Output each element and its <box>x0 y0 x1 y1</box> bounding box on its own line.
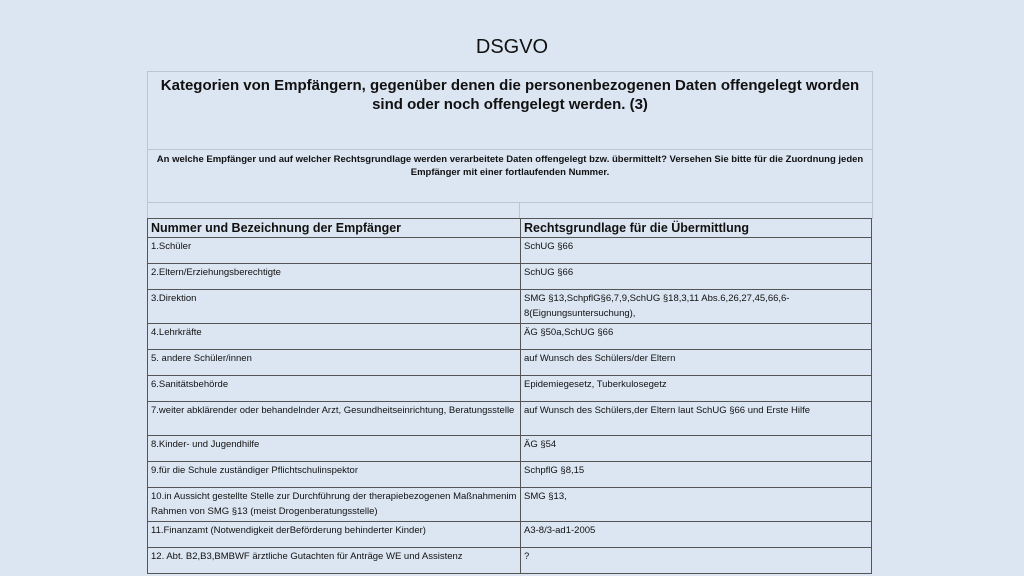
recipient-cell: 1.Schüler <box>148 238 521 264</box>
slide-title: DSGVO <box>475 36 549 58</box>
header-box <box>147 71 873 219</box>
recipient-cell: 9.für die Schule zuständiger Pflichtschulinspektor <box>148 462 521 488</box>
table-row <box>148 238 872 264</box>
legal-basis-cell: ÄG §50a,SchUG §66 <box>521 324 872 350</box>
recipients-table <box>147 218 872 574</box>
table-row <box>148 402 872 436</box>
legal-basis-cell: SMG §13,SchpflG§6,7,9,SchUG §18,3,11 Abs.6,26,27,45,66,6-8(Eignungsuntersuchung), <box>521 290 872 324</box>
column-header-recipient: Nummer und Bezeichnung der Empfänger <box>148 219 521 238</box>
legal-basis-cell: SchpflG §8,15 <box>521 462 872 488</box>
table-row <box>148 376 872 402</box>
legal-basis-cell: SchUG §66 <box>521 238 872 264</box>
legal-basis-cell: SchUG §66 <box>521 264 872 290</box>
table-row <box>148 522 872 548</box>
legal-basis-cell: SMG §13, <box>521 488 872 522</box>
table-row <box>148 290 872 324</box>
table-header-row <box>148 219 872 238</box>
recipient-cell: 10.in Aussicht gestellte Stelle zur Durchführung der therapiebezogenen Maßnahmenim Rahmen von SMG §13 (meist Drogenberatungsstelle) <box>148 488 521 522</box>
legal-basis-cell: auf Wunsch des Schülers/der Eltern <box>521 350 872 376</box>
legal-basis-cell: Epidemiegesetz, Tuberkulosegetz <box>521 376 872 402</box>
recipient-cell: 5. andere Schüler/innen <box>148 350 521 376</box>
table-row <box>148 488 872 522</box>
table-row <box>148 462 872 488</box>
recipient-cell: 2.Eltern/Erziehungsberechtigte <box>148 264 521 290</box>
table-row <box>148 350 872 376</box>
header-title: Kategorien von Empfängern, gegenüber denen die personenbezogenen Daten offengelegt worden sind oder noch offengelegt werden. (3) <box>160 77 860 113</box>
recipient-cell: 11.Finanzamt (Notwendigkeit derBeförderung behinderter Kinder) <box>148 522 521 548</box>
recipient-cell: 3.Direktion <box>148 290 521 324</box>
table-row <box>148 264 872 290</box>
header-divider <box>148 149 872 150</box>
recipient-cell: 8.Kinder- und Jugendhilfe <box>148 436 521 462</box>
table-row <box>148 324 872 350</box>
header-subtitle: An welche Empfänger und auf welcher Rechtsgrundlage werden verarbeitete Daten offengelegt bzw. übermittelt? Versehen Sie bitte für die Zuordnung jeden Empfänger mit einer fortlaufenden Nummer. <box>156 154 864 178</box>
table-row <box>148 548 872 574</box>
legal-basis-cell: A3-8/3-ad1-2005 <box>521 522 872 548</box>
legal-basis-cell: ÄG §54 <box>521 436 872 462</box>
header-divider-vertical <box>519 202 520 218</box>
column-header-legal-basis: Rechtsgrundlage für die Übermittlung <box>521 219 872 238</box>
table-row <box>148 436 872 462</box>
recipient-cell: 4.Lehrkräfte <box>148 324 521 350</box>
recipient-cell: 7.weiter abklärender oder behandelnder Arzt, Gesundheitseinrichtung, Beratungsstelle <box>148 402 521 436</box>
recipient-cell: 12. Abt. B2,B3,BMBWF ärztliche Gutachten für Anträge WE und Assistenz <box>148 548 521 574</box>
legal-basis-cell: ? <box>521 548 872 574</box>
header-divider-bottom <box>148 202 872 203</box>
legal-basis-cell: auf Wunsch des Schülers,der Eltern laut SchUG §66 und Erste Hilfe <box>521 402 872 436</box>
recipient-cell: 6.Sanitätsbehörde <box>148 376 521 402</box>
